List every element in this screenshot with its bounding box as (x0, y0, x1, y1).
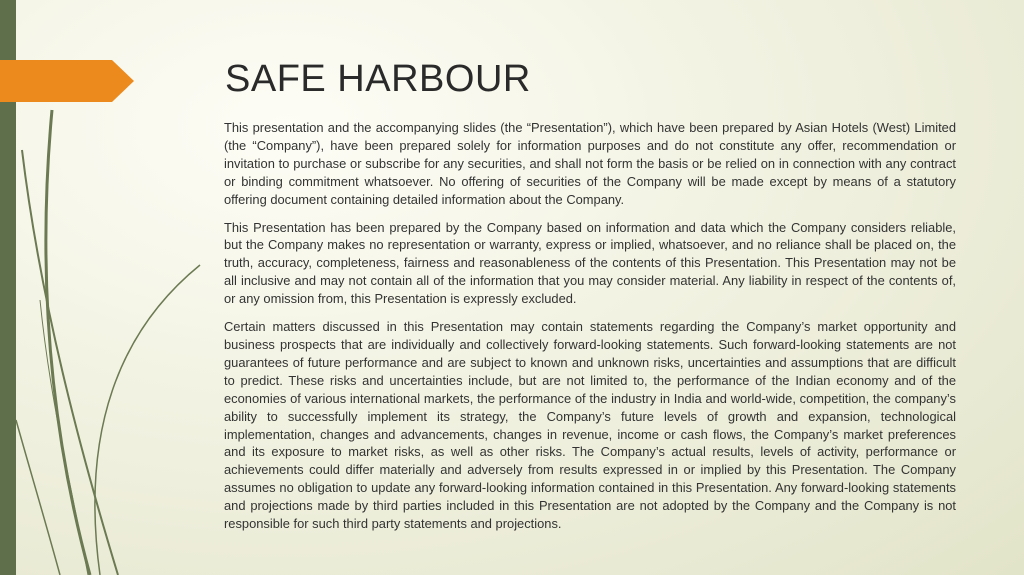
paragraph-forward-looking: Certain matters discussed in this Presentation may contain statements regarding the Company’s market opportunity and business prospects that are individually and collectively forward-looking statements. Such forward-looking statements are not guarantees of future performance and are subject to known and unknown risks, uncertainties and assumptions that are difficult to predict. These risks and uncertainties include, but are not limited to, the performance of the Indian economy and of the economies of various international markets, the performance of the industry in India and world-wide, competition, the company’s ability to successfully implement its strategy, the Company’s future levels of growth and expansion, technological implementation, changes and advancements, changes in revenue, income or cash flows, the Company’s market preferences and its exposure to market risks, as well as other risks. The Company’s actual results, levels of activity, performance or achievements could differ materially and adversely from results expressed in or implied by this Presentation. The Company assumes no obligation to update any forward-looking information contained in this Presentation. Any forward-looking statements and projections made by third parties included in this Presentation are not adopted by the Company and the Company is not responsible for such third party statements and projections. (224, 319, 956, 532)
paragraph-disclaimer-offer: This presentation and the accompanying slides (the “Presentation”), which have been prepared by Asian Hotels (West) Limited (the “Company”), have been prepared solely for information purposes and do not constitute any offer, recommendation or invitation to purchase or subscribe for any securities, and shall not form the basis or be relied on in connection with any contract or binding commitment whatsoever. No offering of securities of the Company will be made except by means of a statutory offering document containing detailed information about the Company. (224, 120, 956, 207)
paragraph-disclaimer-reliance: This Presentation has been prepared by the Company based on information and data which the Company considers reliable, but the Company makes no representation or warranty, express or implied, whatsoever, and no reliance shall be placed on, the truth, accuracy, completeness, fairness and reasonableness of the contents of this Presentation. This Presentation may not be all inclusive and may not contain all of the information that you may consider material. Any liability in respect of the contents of, or any omission from, this Presentation is expressly excluded. (224, 219, 956, 307)
decorative-curve-3 (95, 265, 200, 575)
slide-title: SAFE HARBOUR (225, 58, 531, 100)
accent-arrow-tab (0, 60, 134, 102)
decorative-curve-1 (46, 110, 90, 575)
slide-body (224, 119, 956, 543)
decorative-curve-2 (22, 150, 118, 575)
decorative-curve-5 (16, 420, 60, 575)
decorative-curve-4 (40, 300, 88, 575)
